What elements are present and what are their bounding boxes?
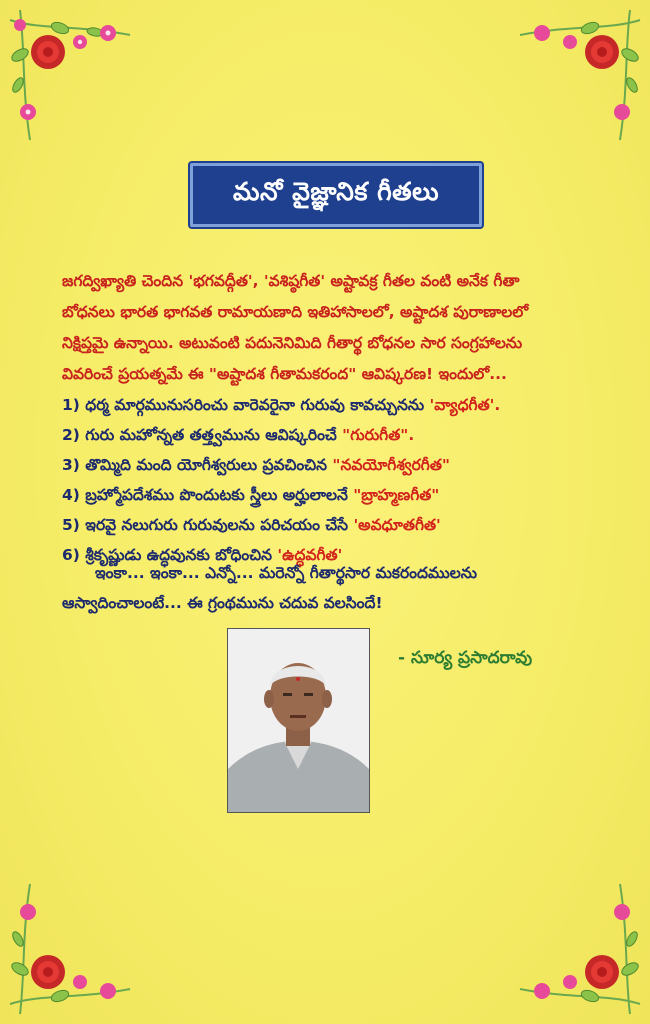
book-title: మనో వైజ్ఞానిక గీతలు bbox=[233, 177, 439, 206]
closing-line: ఇంకా... ఇంకా... ఎన్నో... మరెన్నో గీతార్థసార మకరందములను bbox=[95, 564, 477, 582]
intro-line: నిక్షిప్తమై ఉన్నాయి. అటువంటి పదునెనిమిది గీతార్థ బోధనల సార సంగ్రహాలను bbox=[62, 334, 523, 352]
gita-name: "నవయోగీశ్వరగీత" bbox=[332, 456, 450, 474]
list-item: 3) తొమ్మిది మంది యోగీశ్వరులు ప్రవచించిన "నవయోగీశ్వరగీత" bbox=[62, 456, 450, 474]
gita-name: 'అవధూతగీత' bbox=[353, 516, 441, 534]
intro-line: వివరించే ప్రయత్నమే ఈ "అష్టాదశ గీతామకరంద" ఆవిష్కరణ! ఇందులో... bbox=[62, 365, 507, 383]
author-portrait-image bbox=[228, 629, 369, 812]
floral-corner-top-right bbox=[500, 0, 650, 150]
closing-line: ఆస్వాదించాలంటే... ఈ గ్రంథమును చదువ వలసిందే! bbox=[62, 594, 383, 612]
gita-name: "గురుగీత". bbox=[342, 426, 415, 444]
intro-line: బోధనలు భారత భాగవత రామాయణాది ఇతిహాసాలలో, అష్టాదశ పురాణాలలో bbox=[62, 303, 529, 321]
intro-paragraph bbox=[62, 266, 602, 390]
intro-line: జగద్విఖ్యాతి చెందిన 'భగవద్గీత', 'వశిష్ఠగీత' అష్టావక్ర గీతల వంటి అనేక గీతా bbox=[62, 272, 520, 290]
list-item: 5) ఇరవై నలుగురు గురువులను పరిచయం చేసే 'అవధూతగీత' bbox=[62, 516, 441, 534]
gita-name: 'వ్యాధగీత'. bbox=[429, 396, 501, 414]
floral-corner-top-left bbox=[0, 0, 150, 150]
gita-name: 'ఉద్ధవగీత' bbox=[277, 546, 343, 564]
list-item: 2) గురు మహోన్నత తత్త్వమును ఆవిష్కరించే "గురుగీత". bbox=[62, 426, 415, 444]
floral-corner-bottom-left bbox=[0, 874, 150, 1024]
closing-paragraph bbox=[62, 558, 622, 618]
list-item: 4) బ్రహ్మోపదేశము పొందుటకు స్త్రీలు అర్హులాలనే "బ్రాహ్మణగీత" bbox=[62, 486, 440, 504]
list-item: 1) ధర్మ మార్గమునుసరించు వారెవరైనా గురువు కావచ్చునను 'వ్యాధగీత'. bbox=[62, 396, 501, 414]
list-item: 6) శ్రీకృష్ణుడు ఉద్ధవునకు బోధించిన 'ఉద్ధవగీత' bbox=[62, 546, 343, 564]
gita-name: "బ్రాహ్మణగీత" bbox=[353, 486, 440, 504]
gita-list bbox=[62, 390, 622, 570]
author-photo bbox=[227, 628, 370, 813]
author-name: - సూర్య ప్రసాదరావు bbox=[398, 648, 533, 668]
floral-corner-bottom-right bbox=[500, 874, 650, 1024]
title-banner bbox=[190, 163, 482, 227]
